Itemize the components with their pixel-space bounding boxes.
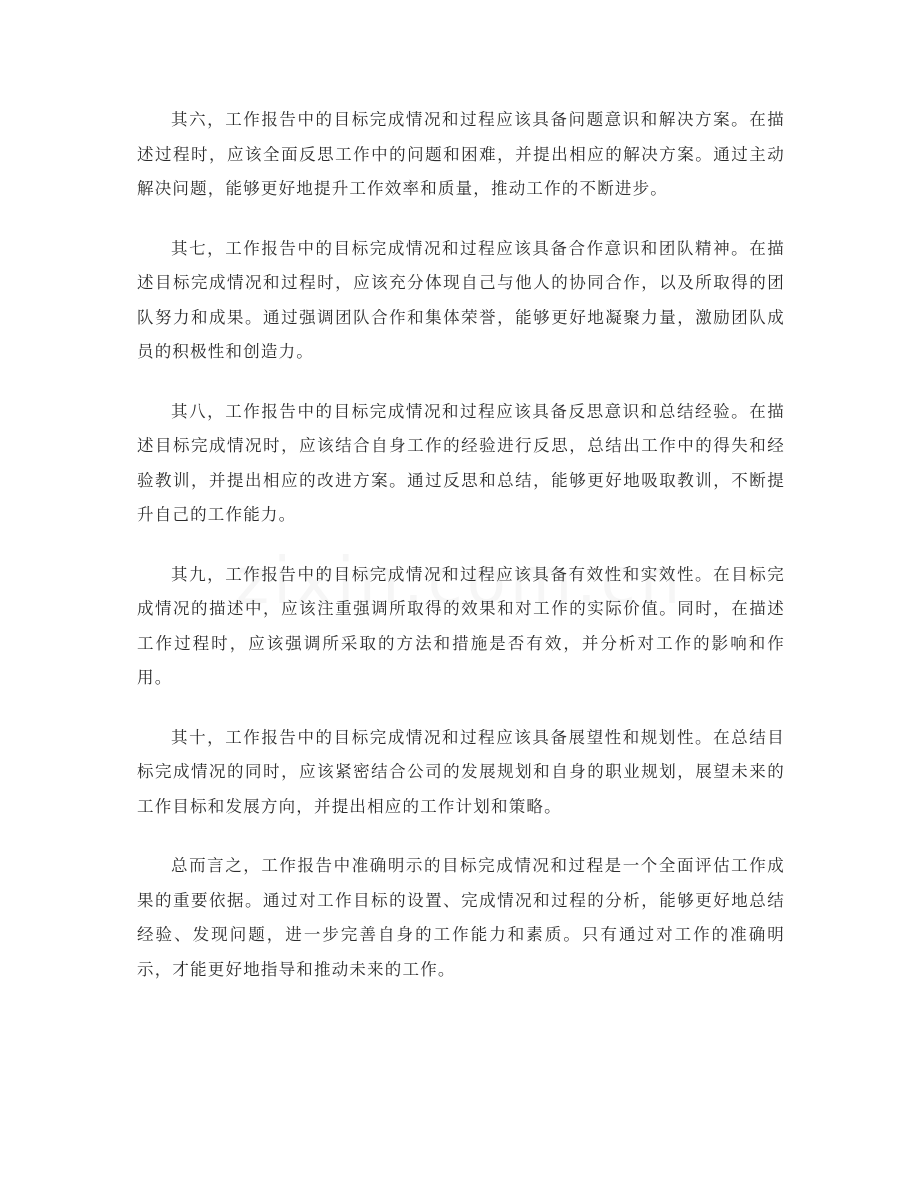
- paragraph-10: 其十，工作报告中的目标完成情况和过程应该具备展望性和规划性。在总结目标完成情况的同时，应该紧密结合公司的发展规划和自身的职业规划，展望未来的工作目标和发展方向，并提出相应的工作计划和策略。: [137, 727, 785, 816]
- paragraph-7: 其七，工作报告中的目标完成情况和过程应该具备合作意识和团队精神。在描述目标完成情况和过程时，应该充分体现自己与他人的协同合作，以及所取得的团队努力和成果。通过强调团队合作和集体荣誉，能够更好地凝聚力量，激励团队成员的积极性和创造力。: [137, 238, 785, 361]
- paragraph-6: 其六，工作报告中的目标完成情况和过程应该具备问题意识和解决方案。在描述过程时，应该全面反思工作中的问题和困难，并提出相应的解决方案。通过主动解决问题，能够更好地提升工作效率和质量，推动工作的不断进步。: [137, 110, 785, 198]
- paragraph-9: 其九，工作报告中的目标完成情况和过程应该具备有效性和实效性。在目标完成情况的描述中，应该注重强调所取得的效果和对工作的实际价值。同时，在描述工作过程时，应该强调所采取的方法和措施是否有效，并分析对工作的影响和作用。: [137, 564, 785, 687]
- paragraph-8: 其八，工作报告中的目标完成情况和过程应该具备反思意识和总结经验。在描述目标完成情况时，应该结合自身工作的经验进行反思，总结出工作中的得失和经验教训，并提出相应的改进方案。通过反思和总结，能够更好地吸取教训，不断提升自己的工作能力。: [137, 401, 785, 524]
- paragraph-conclusion: 总而言之，工作报告中准确明示的目标完成情况和过程是一个全面评估工作成果的重要依据。通过对工作目标的设置、完成情况和过程的分析，能够更好地总结经验、发现问题，进一步完善自身的工作能力和素质。只有通过对工作的准确明示，才能更好地指导和推动未来的工作。: [137, 856, 785, 979]
- document-body: [137, 103, 785, 1012]
